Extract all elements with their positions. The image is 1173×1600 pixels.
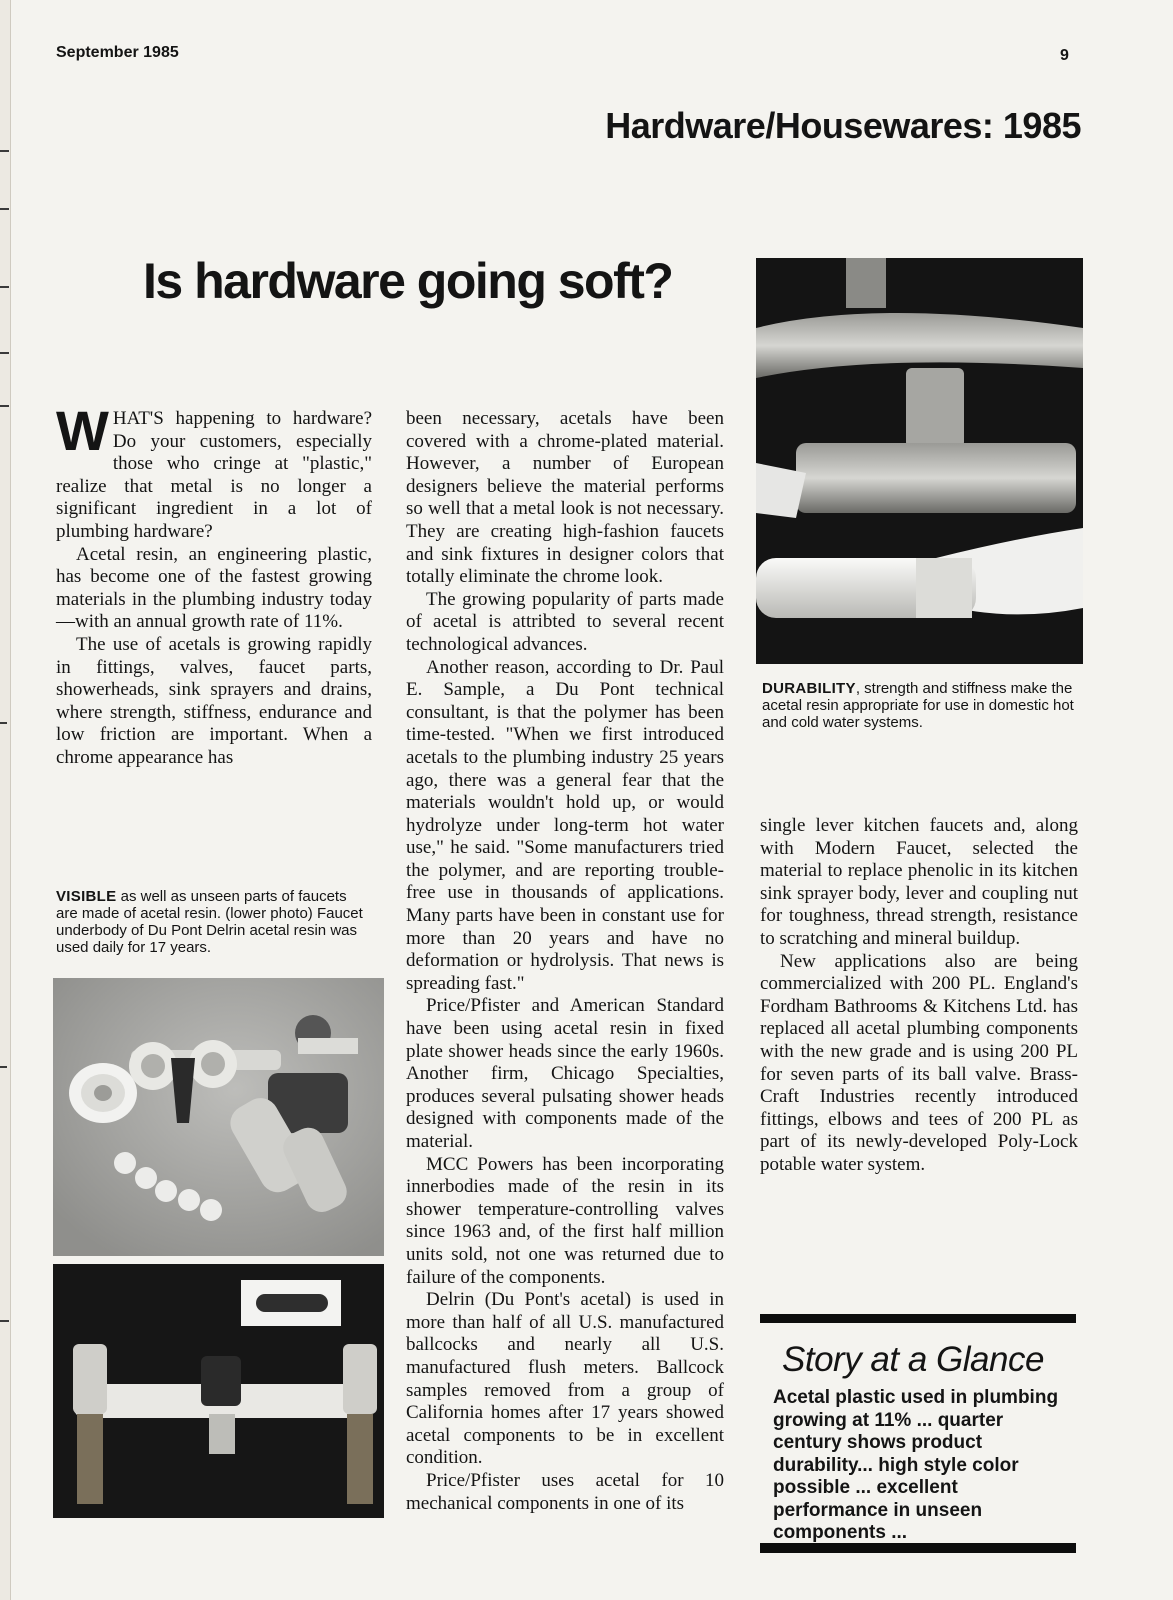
paragraph: Acetal resin, an engineering plastic, has become one of the fastest growing materials in the plumbing industry today—with an annual growth rate of 11%. bbox=[56, 543, 372, 633]
photo-acetal-faucet-parts-image bbox=[53, 978, 384, 1256]
photo-faucet-underbody-image bbox=[53, 1264, 384, 1518]
page-number: 9 bbox=[1060, 47, 1069, 64]
margin-mark bbox=[0, 208, 9, 210]
margin-mark bbox=[0, 722, 7, 724]
paragraph: Price/Pfister uses acetal for 10 mechanical components in one of its bbox=[406, 1469, 724, 1514]
photo-pipe-fittings-water-image bbox=[756, 258, 1083, 664]
glance-top-rule bbox=[760, 1314, 1076, 1323]
glance-summary: Acetal plastic used in plumbing growing at 11% ... quarter century shows product durability... high style color possible ... excellent performance in unseen components ... bbox=[773, 1387, 1059, 1543]
drop-cap: W bbox=[56, 399, 109, 462]
article-headline: Is hardware going soft? bbox=[143, 253, 673, 309]
photo-pipe-fittings-water bbox=[756, 258, 1083, 664]
caption-text: as well as unseen parts of faucets are made of acetal resin. (lower photo) Faucet underbody of Du Pont Delrin acetal resin was used daily for 17 years. bbox=[56, 888, 363, 956]
photo-faucet-underbody bbox=[53, 1264, 384, 1518]
paragraph: The growing popularity of parts made of acetal is attribted to several recent technological advances. bbox=[406, 588, 724, 655]
photo-acetal-faucet-parts bbox=[53, 978, 384, 1256]
paragraph: single lever kitchen faucets and, along with Modern Faucet, selected the material to replace phenolic in its kitchen sink sprayer body, lever and coupling nut for toughness, thread strength, resistance to scratching and mineral buildup. bbox=[760, 815, 1078, 949]
issue-date: September 1985 bbox=[56, 44, 179, 61]
caption-lead: DURABILITY bbox=[762, 680, 856, 697]
caption-lead: VISIBLE bbox=[56, 888, 117, 905]
paragraph: been necessary, acetals have been covered with a chrome-plated material. However, a number of European designers believe the material performs so well that a metal look is not necessary. They are creating high-fashion faucets and sink fixtures in designer colors that totally eliminate the chrome look. bbox=[406, 408, 724, 588]
paragraph: Delrin (Du Pont's acetal) is used in more than half of all U.S. manufactured ballcocks and nearly all U.S. manufactured flush meters. Ballcock samples removed from a group of California homes after 17 years showed acetal components to be in excellent condition. bbox=[406, 1289, 724, 1469]
paragraph: The use of acetals is growing rapidly in fittings, valves, faucet parts, showerheads, sink sprayers and drains, where strength, stiffness, endurance and low friction are important. When a chrome appearance has bbox=[56, 633, 372, 768]
glance-title: Story at a Glance bbox=[782, 1340, 1044, 1379]
margin-mark bbox=[0, 352, 9, 354]
margin-mark bbox=[0, 1066, 7, 1068]
section-title: Hardware/Housewares: 1985 bbox=[605, 105, 1081, 146]
photo-caption-faucet-parts bbox=[56, 888, 372, 956]
margin-mark bbox=[0, 1320, 9, 1322]
glance-bottom-rule bbox=[760, 1543, 1076, 1553]
article-column-1 bbox=[56, 399, 372, 770]
margin-mark bbox=[0, 405, 9, 407]
paragraph: WHAT'S happening to hardware? Do your customers, especially those who cringe at "plastic," realize that metal is no longer a significant ingredient in a lot of plumbing hardware? bbox=[56, 399, 372, 542]
paragraph: MCC Powers has been incorporating innerbodies made of the resin in its shower temperature-controlling valves since 1963 and, of the first half million units sold, not one was returned due to failure of the components. bbox=[406, 1153, 724, 1288]
paragraph: New applications also are being commercialized with 200 PL. England's Fordham Bathrooms & Kitchens Ltd. has replaced all acetal plumbing components with the new grade and is using 200 PL for seven parts of its ball valve. Brass-Craft Industries recently introduced fittings, elbows and tees of 200 PL as part of its newly-developed Poly-Lock potable water system. bbox=[760, 950, 1078, 1175]
paragraph: Another reason, according to Dr. Paul E. Sample, a Du Pont technical consultant, is that the polymer has been time-tested. "When we first introduced acetals to the plumbing industry 25 years ago, there was a general fear that the materials wouldn't hold up, or would hydrolyze under long-term hot water use," he said. "Some manufacturers tried the polymer, and are reporting trouble-free use in thousands of applications. Many parts have been in constant use for more than 20 years and have no deformation or hydrolysis. That news is spreading fast." bbox=[406, 656, 724, 994]
page-binding-edge bbox=[0, 0, 11, 1600]
margin-mark bbox=[0, 150, 9, 152]
article-column-2 bbox=[406, 408, 724, 1515]
article-column-3 bbox=[760, 815, 1078, 1177]
caption-text: , strength and stiffness make the acetal resin appropriate for use in domestic hot and cold water systems. bbox=[762, 680, 1074, 731]
paragraph: Price/Pfister and American Standard have been using acetal resin in fixed plate shower heads since the early 1960s. Another firm, Chicago Specialties, produces several pulsating shower heads designed with components made of the material. bbox=[406, 995, 724, 1152]
margin-mark bbox=[0, 286, 9, 288]
photo-caption-durability bbox=[762, 680, 1080, 731]
